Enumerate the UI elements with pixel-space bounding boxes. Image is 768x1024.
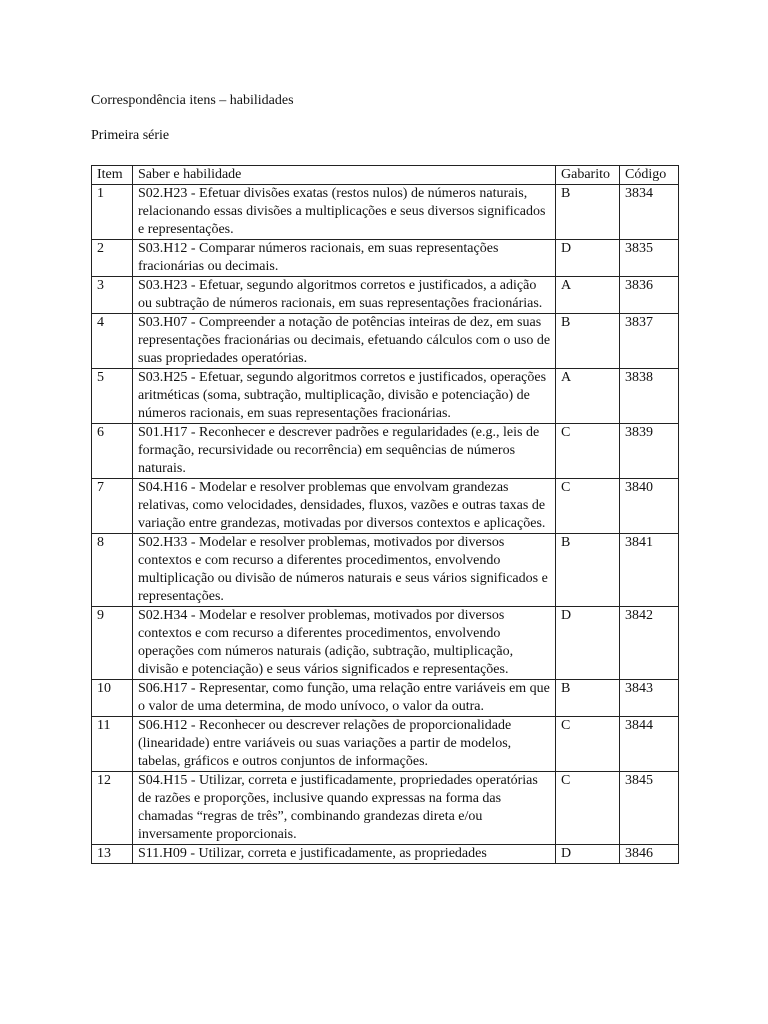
cell-code: 3843 [620, 680, 679, 717]
cell-code: 3835 [620, 240, 679, 277]
cell-item: 1 [92, 185, 133, 240]
cell-item: 8 [92, 534, 133, 607]
cell-answer: B [556, 314, 620, 369]
cell-answer: A [556, 369, 620, 424]
table-row [92, 680, 679, 717]
cell-item: 9 [92, 607, 133, 680]
table-row [92, 607, 679, 680]
cell-code: 3838 [620, 369, 679, 424]
cell-skill: S06.H12 - Reconhecer ou descrever relações de proporcionalidade (linearidade) entre variáveis ou suas variações a partir de modelos, tabelas, gráficos e outros conjuntos de informações. [133, 717, 556, 772]
cell-skill: S02.H33 - Modelar e resolver problemas, motivados por diversos contextos e com recurso a diferentes procedimentos, envolvendo multiplicação ou divisão de números naturais e seus vários significados e representações. [133, 534, 556, 607]
cell-answer: B [556, 185, 620, 240]
table-row [92, 772, 679, 845]
cell-code: 3845 [620, 772, 679, 845]
table-row [92, 424, 679, 479]
header-item: Item [92, 166, 133, 185]
table-row [92, 314, 679, 369]
cell-code: 3844 [620, 717, 679, 772]
cell-item: 12 [92, 772, 133, 845]
cell-skill: S04.H16 - Modelar e resolver problemas que envolvam grandezas relativas, como velocidades, densidades, fluxos, vazões e outras taxas de variação entre grandezas, motivadas por diversos contextos e aplicações. [133, 479, 556, 534]
table-row [92, 185, 679, 240]
table-row [92, 277, 679, 314]
cell-item: 13 [92, 845, 133, 864]
cell-answer: D [556, 240, 620, 277]
header-skill: Saber e habilidade [133, 166, 556, 185]
cell-skill: S04.H15 - Utilizar, correta e justificadamente, propriedades operatórias de razões e proporções, inclusive quando expressas na forma das chamadas “regras de três”, combinando grandezas direta e/ou inversamente proporcionais. [133, 772, 556, 845]
cell-skill: S11.H09 - Utilizar, correta e justificadamente, as propriedades [133, 845, 556, 864]
cell-item: 3 [92, 277, 133, 314]
table-row [92, 534, 679, 607]
cell-code: 3840 [620, 479, 679, 534]
cell-code: 3842 [620, 607, 679, 680]
cell-skill: S03.H23 - Efetuar, segundo algoritmos corretos e justificados, a adição ou subtração de números racionais, em suas representações fracionárias. [133, 277, 556, 314]
cell-item: 10 [92, 680, 133, 717]
cell-item: 6 [92, 424, 133, 479]
cell-skill: S06.H17 - Representar, como função, uma relação entre variáveis em que o valor de uma determina, de modo unívoco, o valor da outra. [133, 680, 556, 717]
page-title: Correspondência itens – habilidades [91, 93, 294, 108]
table-row [92, 240, 679, 277]
cell-item: 11 [92, 717, 133, 772]
cell-answer: C [556, 717, 620, 772]
cell-answer: B [556, 534, 620, 607]
cell-answer: C [556, 479, 620, 534]
cell-item: 7 [92, 479, 133, 534]
table-row [92, 479, 679, 534]
cell-code: 3846 [620, 845, 679, 864]
skills-table [91, 165, 679, 864]
cell-answer: C [556, 772, 620, 845]
cell-code: 3839 [620, 424, 679, 479]
cell-skill: S02.H23 - Efetuar divisões exatas (restos nulos) de números naturais, relacionando essas divisões a multiplicações e seus diversos significados e representações. [133, 185, 556, 240]
cell-answer: A [556, 277, 620, 314]
table-row [92, 717, 679, 772]
cell-code: 3836 [620, 277, 679, 314]
header-code: Código [620, 166, 679, 185]
cell-item: 5 [92, 369, 133, 424]
cell-item: 2 [92, 240, 133, 277]
cell-skill: S02.H34 - Modelar e resolver problemas, motivados por diversos contextos e com recurso a diferentes procedimentos, envolvendo operações com números naturais (adição, subtração, multiplicação, divisão e potenciação) e seus vários significados e representações. [133, 607, 556, 680]
cell-code: 3834 [620, 185, 679, 240]
cell-answer: C [556, 424, 620, 479]
cell-skill: S03.H25 - Efetuar, segundo algoritmos corretos e justificados, operações aritméticas (soma, subtração, multiplicação, divisão e potenciação) de números racionais, em suas representações fracionárias. [133, 369, 556, 424]
cell-answer: D [556, 845, 620, 864]
table-row [92, 369, 679, 424]
table-header-row [92, 166, 679, 185]
cell-skill: S03.H07 - Compreender a notação de potências inteiras de dez, em suas representações fracionárias ou decimais, efetuando cálculos com o uso de suas propriedades operatórias. [133, 314, 556, 369]
section-title: Primeira série [91, 128, 170, 143]
cell-item: 4 [92, 314, 133, 369]
cell-answer: B [556, 680, 620, 717]
header-answer: Gabarito [556, 166, 620, 185]
cell-skill: S03.H12 - Comparar números racionais, em suas representações fracionárias ou decimais. [133, 240, 556, 277]
cell-answer: D [556, 607, 620, 680]
cell-code: 3837 [620, 314, 679, 369]
cell-code: 3841 [620, 534, 679, 607]
cell-skill: S01.H17 - Reconhecer e descrever padrões e regularidades (e.g., leis de formação, recursividade ou recorrência) em sequências de números naturais. [133, 424, 556, 479]
table-row [92, 845, 679, 864]
